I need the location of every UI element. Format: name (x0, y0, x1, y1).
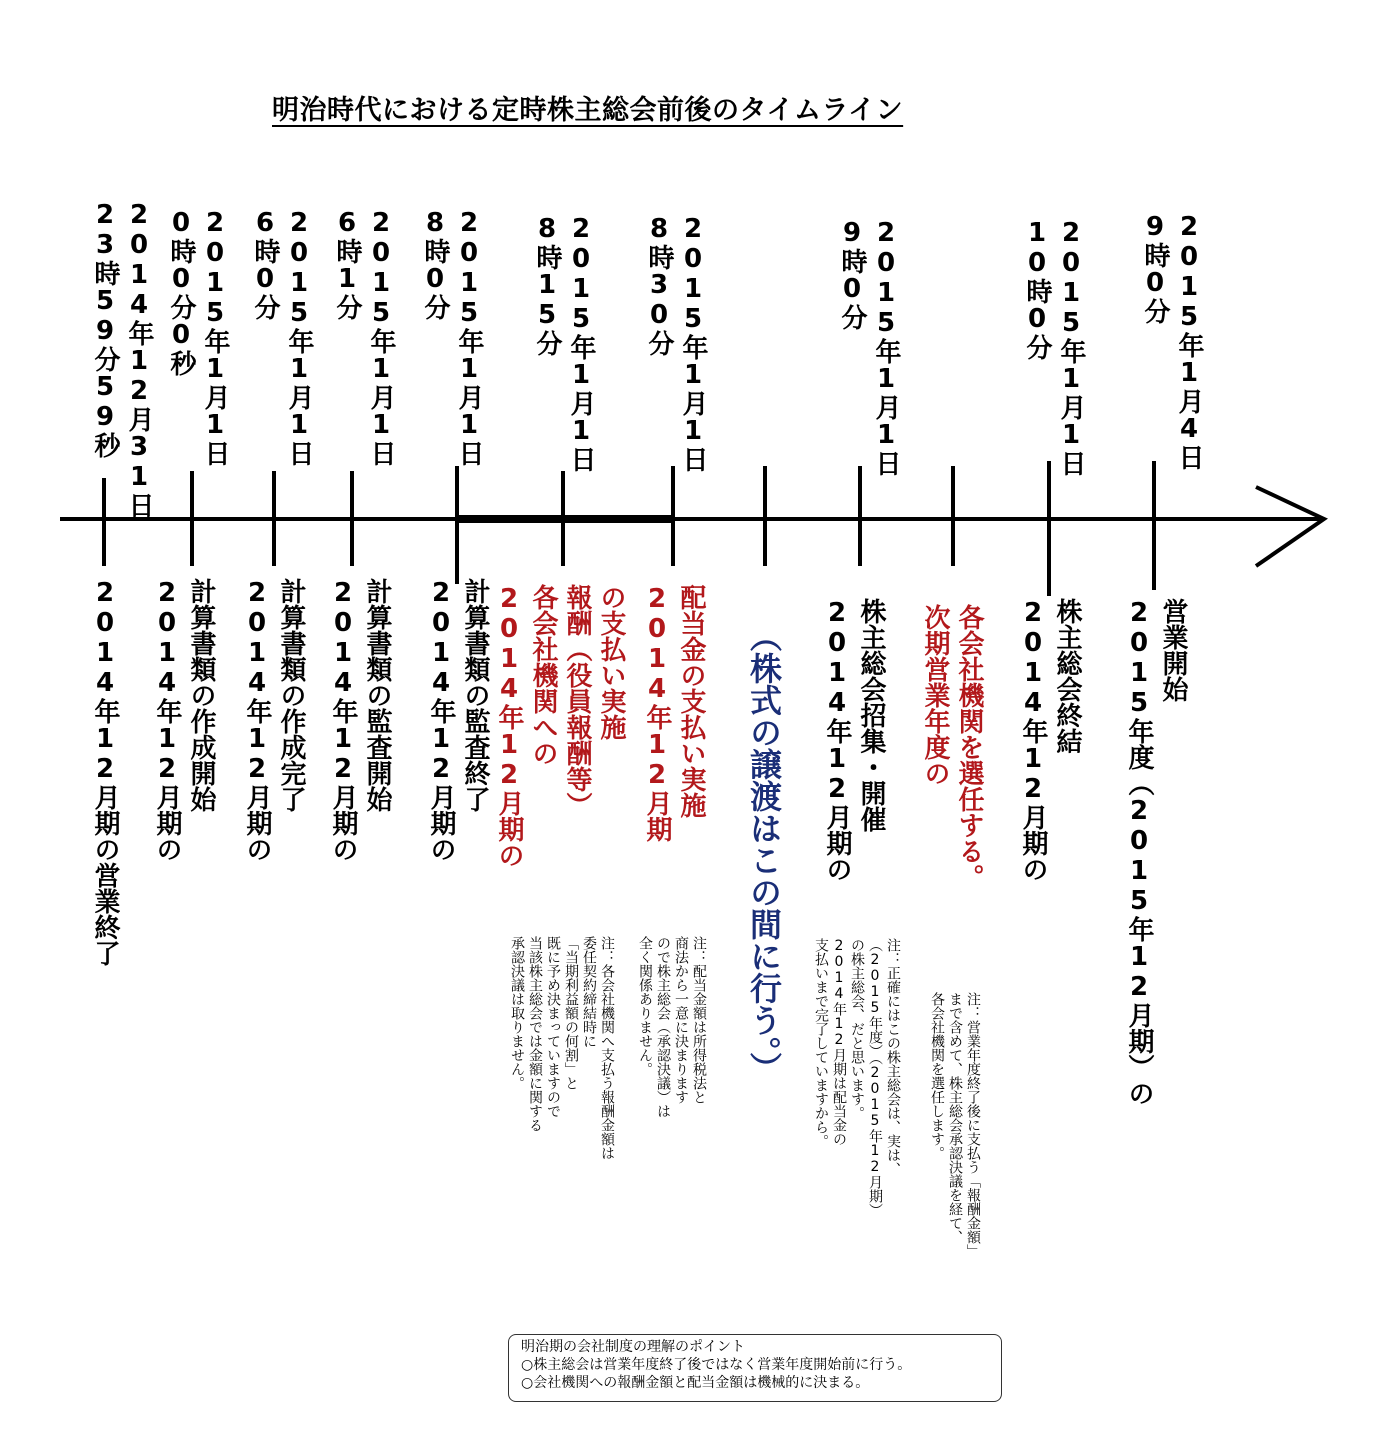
event-label: 計算書類の作成開始 2014年12月期の (152, 578, 216, 862)
axis-arrowhead (1256, 487, 1324, 566)
note-meeting: 注：正確にはこの株主総会は、実は、 （2015年度）（2015年12月期） の株主総会、だと思います。 2014年12月期は配当金の 支払いまで完了していますから。 (813, 938, 901, 1217)
summary-point: ○株主総会は営業年度終了後ではなく営業年度開始前に行う。 (521, 1357, 912, 1373)
note-compensation: 注：各会社機関へ支払う報酬金額は 委任契約締結時に 「当期利益額の何割」と 既に予め決まっていますので 当該株主総会では金額に関する 承認決議は取りません。 (509, 936, 615, 1160)
event-label-share-transfer: （株式の譲渡はこの間に行う。） (745, 620, 783, 1084)
date-label: 2015年1月1日 8時15分 (532, 214, 596, 472)
event-label: 計算書類の作成完了 2014年12月期の (242, 578, 306, 862)
event-label: 2014年12月期の営業終了 (90, 578, 120, 966)
event-label-dividend: 配当金の支払い実施 2014年12月期 (642, 584, 706, 842)
date-label: 2015年1月1日 0時0分0秒 (166, 208, 230, 466)
note-dividend: 注：配当金額は所得税法と 商法から一意に決まります ので株主総会（承認決議）は 全く関係ありません。 (637, 936, 707, 1118)
event-label: 計算書類の監査開始 2014年12月期の (328, 578, 392, 862)
event-label: 営業開始 2015年度（2015年12月期）の (1124, 598, 1188, 1106)
page-title: 明治時代における定時株主総会前後のタイムライン (272, 95, 904, 126)
date-label: 2015年1月1日 8時30分 (644, 214, 708, 472)
event-label: 株主総会終結 2014年12月期の (1018, 598, 1082, 882)
summary-heading: 明治期の会社制度の理解のポイント (521, 1339, 745, 1355)
event-label-compensation: の支払い実施 報酬（役員報酬等） 各会社機関への 2014年12月期の (494, 584, 626, 868)
event-label: 計算書類の監査終了 2014年12月期の (426, 578, 490, 862)
summary-point: ○会社機関への報酬金額と配当金額は機械的に決まる。 (521, 1375, 870, 1391)
note-election: 注：営業年度終了後に支払う「報酬金額」 まで含めて、株主総会承認決議を経て、 各会社機関を選任します。 (929, 992, 981, 1258)
date-label: 2015年1月1日 9時0分 (837, 218, 901, 476)
date-label: 2014年12月31日 23時59分59秒 (90, 200, 154, 518)
date-label: 2015年1月1日 8時0分 (420, 208, 484, 466)
event-label: 株主総会招集・開催 2014年12月期の (822, 598, 886, 882)
event-label-election: 各会社機関を選任する。 次期営業年度の (920, 604, 984, 890)
date-label: 2015年1月1日 10時0分 (1022, 218, 1086, 476)
date-label: 2015年1月4日 9時0分 (1140, 212, 1204, 470)
date-label: 2015年1月1日 6時1分 (332, 208, 396, 466)
date-label: 2015年1月1日 6時0分 (250, 208, 314, 466)
summary-box (508, 1334, 1002, 1402)
